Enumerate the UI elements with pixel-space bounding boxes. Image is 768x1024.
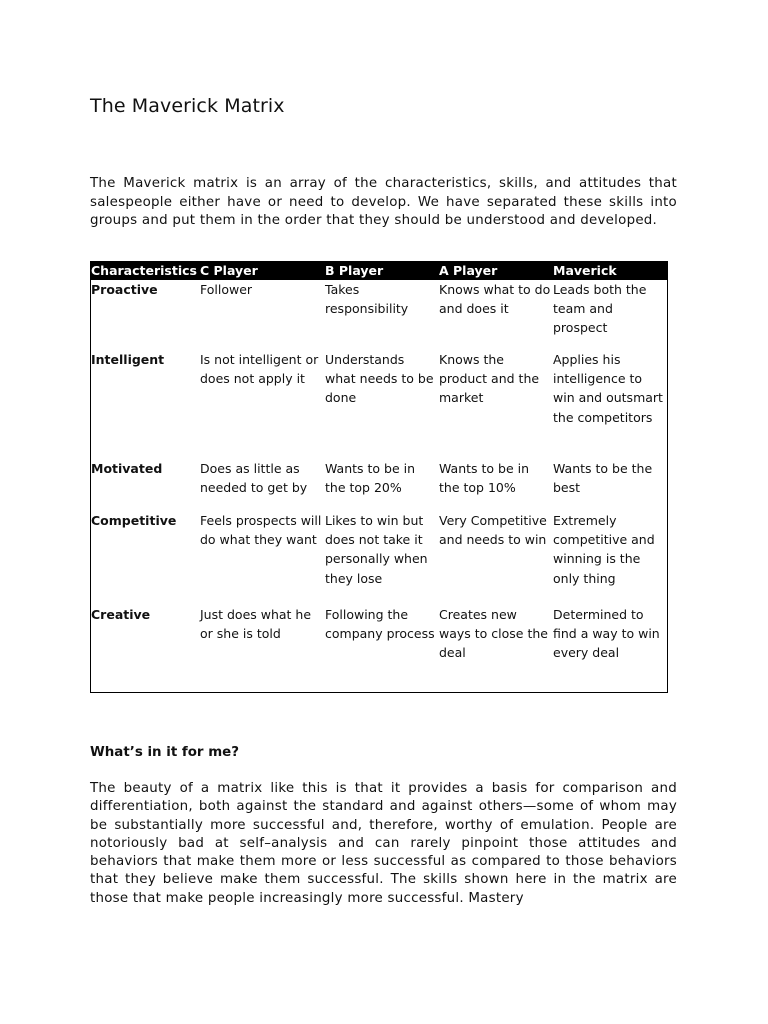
table-cell: Follower [200,282,253,297]
header-maverick: Maverick [553,263,617,278]
row-label-proactive: Proactive [91,282,158,297]
table-cell: Is not intelligent or does not apply it [200,352,319,387]
header-characteristics: Characteristics [91,263,197,278]
header-b-player: B Player [325,263,384,278]
row-label-creative: Creative [91,607,151,622]
table-cell: Takes responsibility [325,282,409,317]
section-heading: What’s in it for me? [90,745,239,760]
row-label-motivated: Motivated [91,461,163,476]
table-cell: Applies his intelligence to win and outsmart the competitors [553,352,663,425]
body-paragraph: The beauty of a matrix like this is that it provides a basis for comparison and differentiation, both against the standard and against others—some of whom may be substantially more successful and, therefore, worthy of emulation. People are notoriously bad at self–analysis and can rarely pinpoint those attitudes and behaviors that make them more or less successful as compared to those behaviors that they believe make them successful. The skills shown here in the matrix are those that make people increasingly more successful. Mastery [90,781,677,906]
table-row [91,280,667,350]
table-cell: Knows the product and the market [439,352,540,406]
maverick-matrix-table [90,261,668,693]
table-cell: Leads both the team and prospect [553,282,647,336]
table-row [91,459,667,511]
table-row [91,511,667,605]
table-cell: Very Competitive and needs to win [439,513,547,548]
matrix-header-row [91,262,667,280]
table-cell: Feels prospects will do what they want [200,513,322,548]
table-cell: Just does what he or she is told [200,607,312,642]
intro-paragraph: The Maverick matrix is an array of the characteristics, skills, and attitudes that salespeople either have or need to develop. We have separated these skills into groups and put them in the order that they should be understood and developed. [90,176,677,228]
table-cell: Understands what needs to be done [325,352,434,406]
row-label-competitive: Competitive [91,513,177,528]
table-row [91,350,667,459]
table-cell: Wants to be in the top 10% [439,461,530,496]
table-cell: Creates new ways to close the deal [439,607,548,661]
header-c-player: C Player [200,263,258,278]
table-cell: Following the company process [325,607,435,642]
row-label-intelligent: Intelligent [91,352,165,367]
table-cell: Knows what to do and does it [439,282,551,317]
table-cell: Wants to be the best [553,461,653,496]
header-a-player: A Player [439,263,498,278]
table-cell: Extremely competitive and winning is the only thing [553,513,655,586]
table-cell: Wants to be in the top 20% [325,461,416,496]
table-cell: Does as little as needed to get by [200,461,308,496]
table-cell: Likes to win but does not take it personally when they lose [325,513,428,586]
page-title: The Maverick Matrix [90,95,285,117]
table-row [91,605,667,690]
table-cell: Determined to find a way to win every deal [553,607,660,661]
